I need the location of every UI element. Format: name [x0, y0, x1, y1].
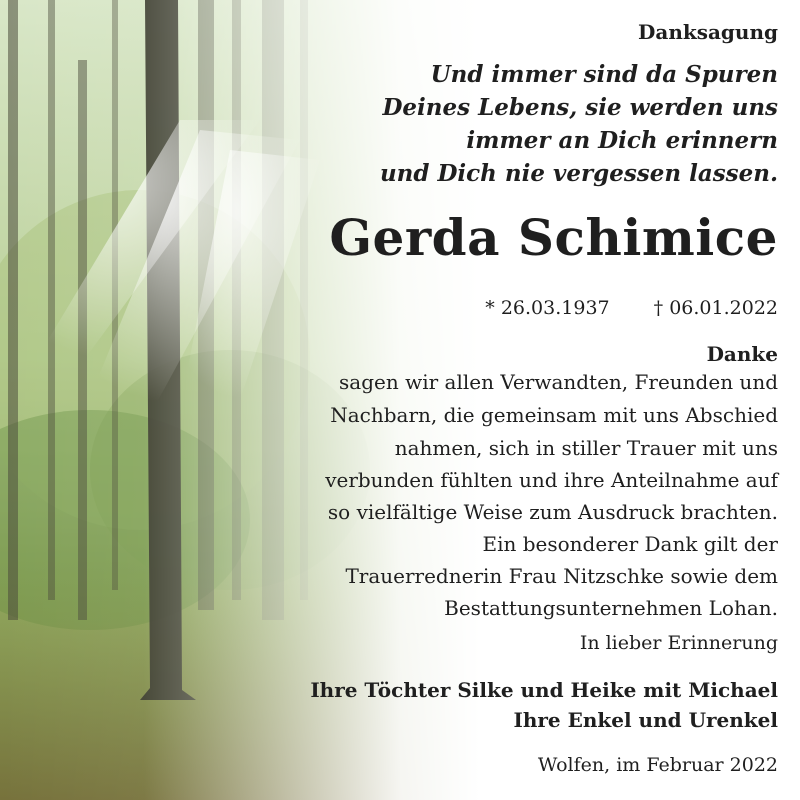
family-line: Ihre Enkel und Urenkel — [513, 708, 778, 732]
thanks-text-line: Ein besonderer Dank gilt der — [482, 532, 778, 556]
thanks-text-line: Bestattungsunternehmen Lohan. — [444, 596, 778, 620]
life-dates — [485, 297, 778, 319]
thanks-text-line: Trauerrednerin Frau Nitzschke sowie dem — [345, 564, 778, 588]
poem-line: immer an Dich erinnern — [466, 127, 778, 154]
poem-line: Und immer sind da Spuren — [430, 61, 778, 88]
thanks-text-line: sagen wir allen Verwandten, Freunden und — [339, 370, 778, 394]
thanks-text-line: nahmen, sich in stiller Trauer mit uns — [394, 436, 778, 460]
family-line: Ihre Töchter Silke und Heike mit Michael — [310, 678, 778, 702]
remembrance-line: In lieber Erinnerung — [579, 632, 778, 654]
death-date: † 06.01.2022 — [653, 297, 778, 319]
thanks-text-line: verbunden fühlten und ihre Anteilnahme auf — [325, 468, 778, 492]
thanks-text-line: Nachbarn, die gemeinsam mit uns Abschied — [330, 403, 778, 427]
thanks-text-line: so vielfältige Weise zum Ausdruck brachten. — [327, 500, 778, 524]
deceased-name: Gerda Schimice — [329, 208, 778, 267]
poem-line: und Dich nie vergessen lassen. — [379, 160, 778, 187]
poem-line: Deines Lebens, sie werden uns — [382, 94, 778, 121]
notice-heading: Danksagung — [638, 20, 778, 44]
birth-date: * 26.03.1937 — [485, 297, 610, 319]
place-date: Wolfen, im Februar 2022 — [537, 754, 778, 776]
thanks-title: Danke — [706, 342, 778, 366]
